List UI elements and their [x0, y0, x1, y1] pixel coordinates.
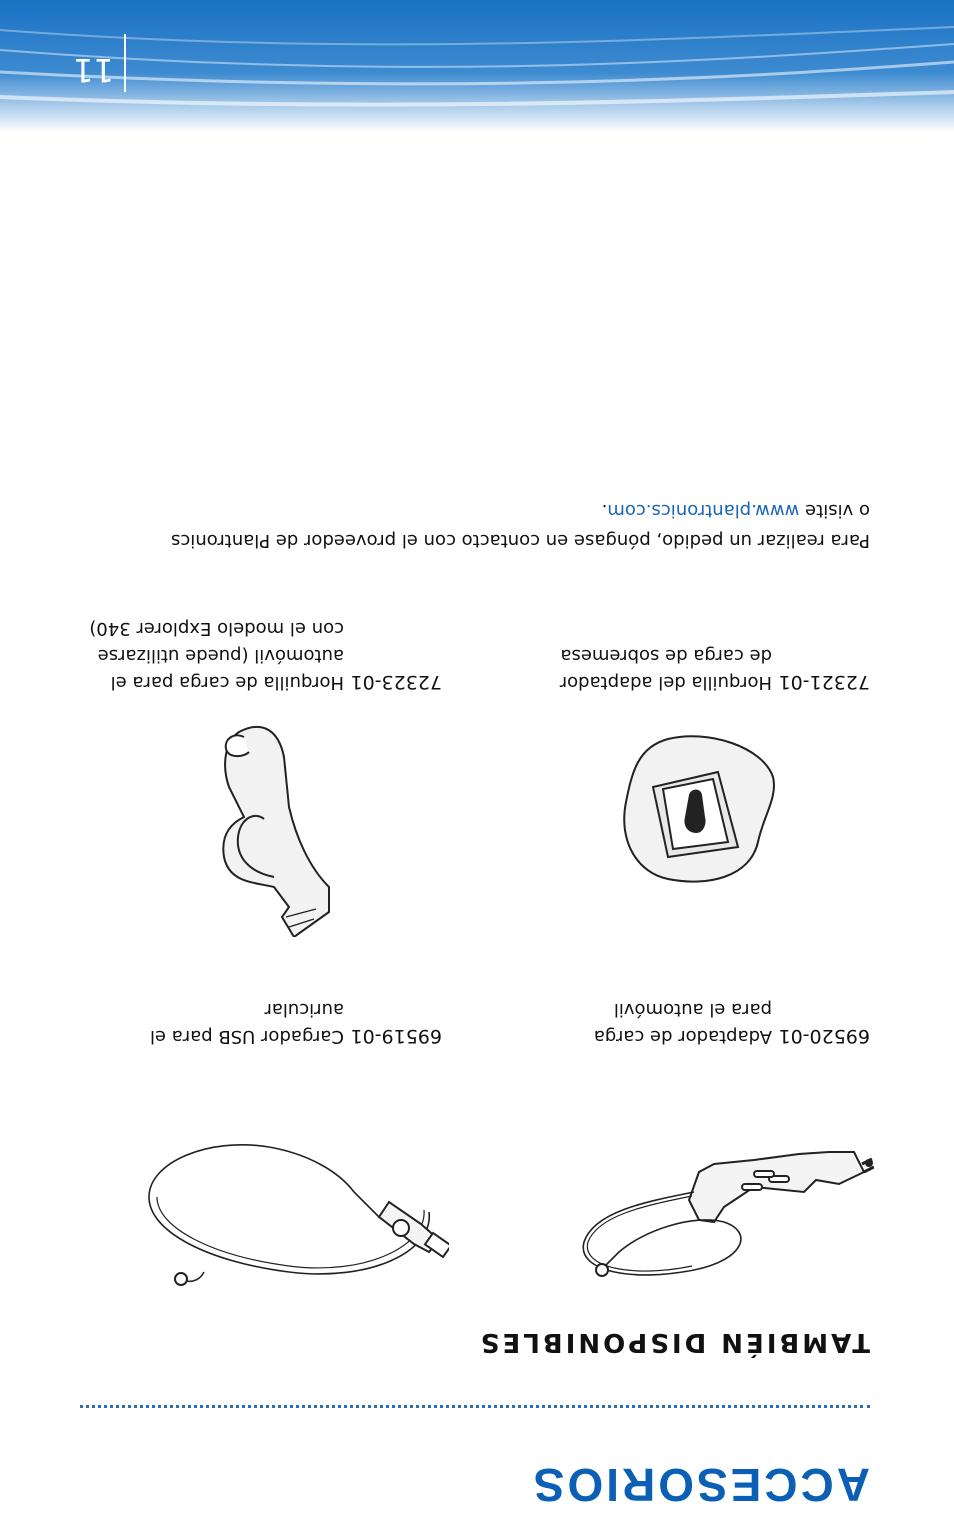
product-description: [84, 615, 344, 696]
order-suffix: .: [601, 500, 608, 521]
product-description: [512, 996, 772, 1050]
order-text: Para realizar un pedido, póngase en contacto con el proveedor de Plantronics: [171, 530, 870, 551]
section-subtitle: TAMBIÉN DISPONIBLES: [477, 1327, 870, 1357]
product-description-line: Adaptador de carga: [593, 1026, 772, 1047]
desktop-cradle-image: [613, 717, 778, 887]
product-description: [512, 642, 772, 696]
product-description-line: para el automóvil: [613, 999, 772, 1020]
usb-charger-image: [139, 1112, 449, 1312]
product-code: 72323-01: [350, 671, 442, 693]
page-number: 11: [73, 51, 114, 89]
order-info: [110, 495, 870, 555]
product-description-line: automóvil (puede utilizarse: [97, 645, 344, 666]
product-description-line: Cargador USB para el: [149, 1026, 344, 1047]
car-cradle-image: [204, 717, 344, 937]
plantronics-link[interactable]: www.plantronics.com: [607, 500, 800, 521]
product-code: 69520-01: [778, 1025, 870, 1047]
order-prefix: o visite: [799, 500, 870, 521]
product-description-line: Horquilla del adaptador: [559, 672, 772, 693]
product-description-line: auricular: [264, 999, 344, 1020]
product-description-line: Horquilla de carga para el: [110, 672, 344, 693]
dotted-divider: [80, 1402, 870, 1408]
product-description-line: con el modelo Explorer 340): [89, 618, 344, 639]
page-number-divider: [124, 34, 126, 92]
page-title: ACCESORIOS: [530, 1459, 870, 1511]
product-description-line: de carga de sobremesa: [560, 645, 772, 666]
car-charger-image: [574, 1122, 874, 1292]
order-text-line2: [110, 495, 870, 525]
product-code: 69519-01: [350, 1025, 442, 1047]
product-description: [84, 996, 344, 1050]
product-code: 72321-01: [778, 671, 870, 693]
header-wave-band: [0, 0, 954, 132]
